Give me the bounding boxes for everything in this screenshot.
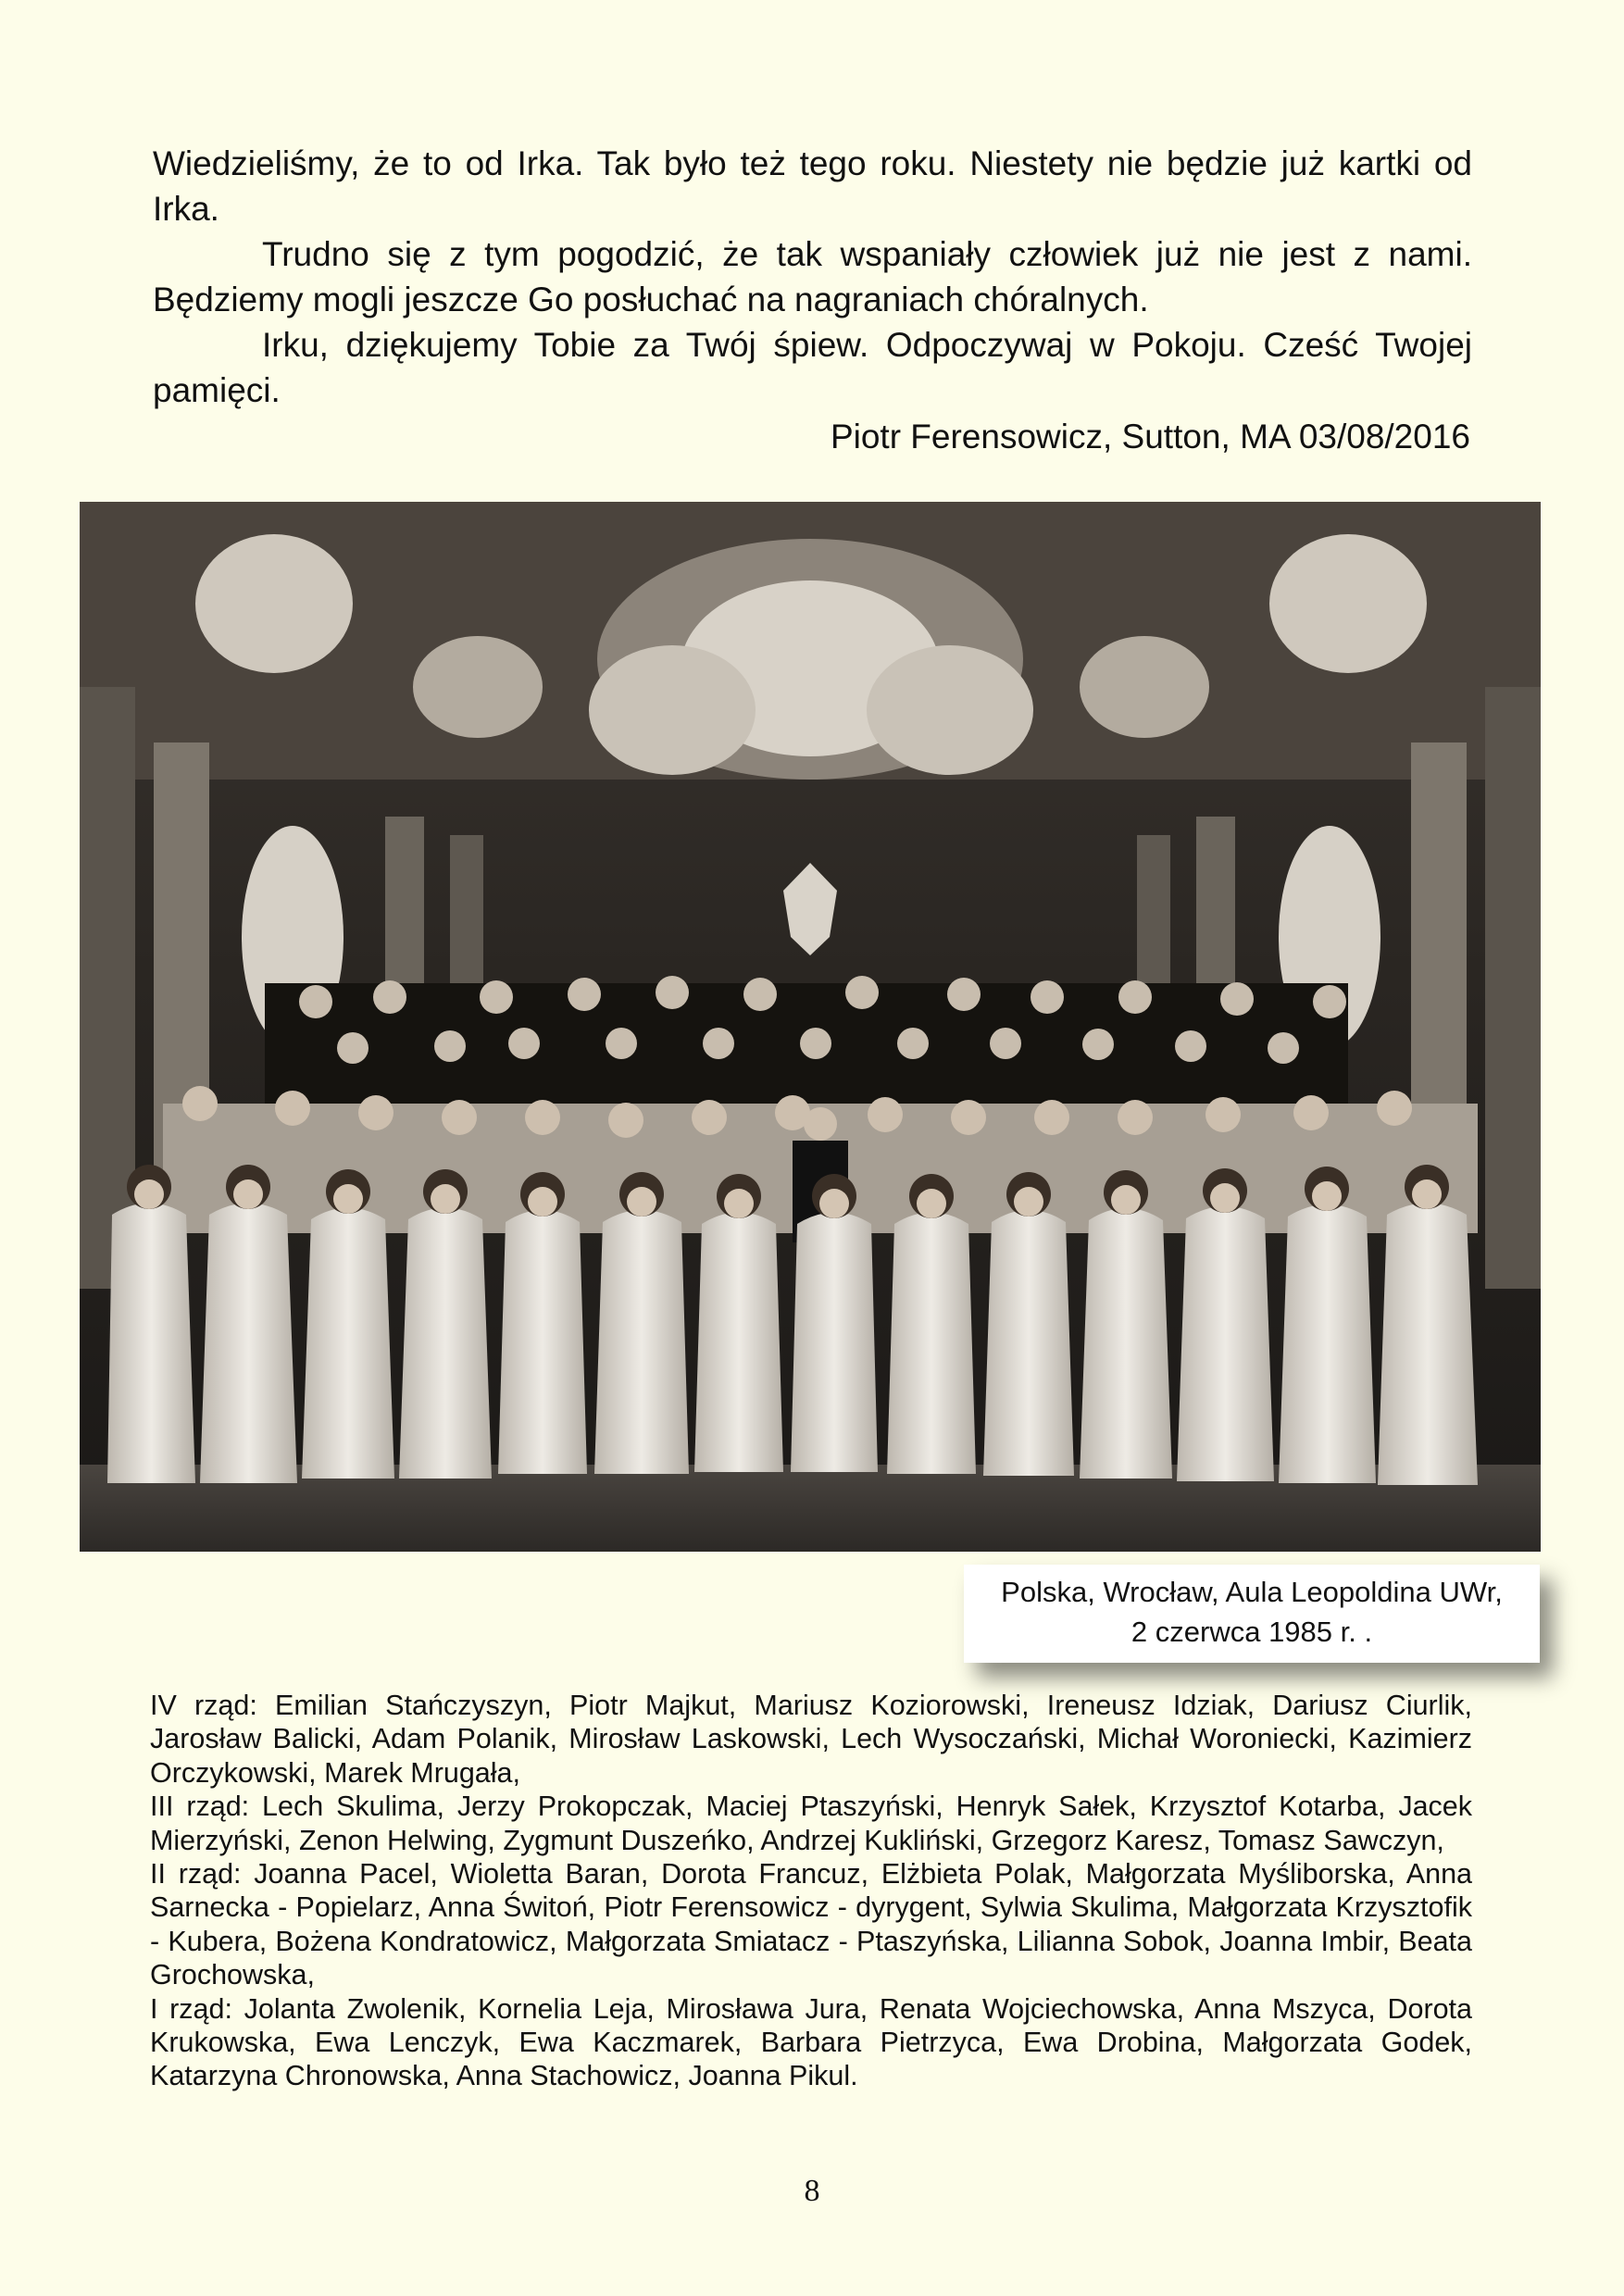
row-3-names: III rząd: Lech Skulima, Jerzy Prokopczak, Maciej Ptaszyński, Henryk Sałek, Krzysztof Kotarba, Jacek Mierzyński, Zenon Helwing, Zygmunt Duszeńko, Andrzej Kukliński, Grzegorz Karesz, Tomasz Sawczyn, <box>150 1791 1472 1856</box>
choir-photo-illustration <box>80 502 1541 1552</box>
photo-caption <box>964 1565 1540 1663</box>
paragraph-3: Irku, dziękujemy Tobie za Twój śpiew. Odpoczywaj w Pokoju. Cześć Twojej pamięci. <box>153 326 1472 409</box>
signature: Piotr Ferensowicz, Sutton, MA 03/08/2016 <box>830 418 1470 455</box>
row-1-names: I rząd: Jolanta Zwolenik, Kornelia Leja, Mirosława Jura, Renata Wojciechowska, Anna Mszyca, Dorota Krukowska, Ewa Lenczyk, Ewa Kaczmarek, Barbara Pietrzyca, Ewa Drobina, Małgorzata Godek, Katarzyna Chronowska, Anna Stachowicz, Joanna Pikul. <box>150 1992 1472 2092</box>
row-4-names: IV rząd: Emilian Stańczyszyn, Piotr Majkut, Mariusz Koziorowski, Ireneusz Idziak, Dariusz Ciurlik, Jarosław Balicki, Adam Polanik, Mirosław Laskowski, Lech Wysoczański, Michał Woroniecki, Kazimierz Orczykowski, Marek Mrugała, <box>150 1690 1472 1789</box>
paragraph-2: Trudno się z tym pogodzić, że tak wspaniały człowiek już nie jest z nami. Będziemy mogli jeszcze Go posłuchać na nagraniach chóralnych. <box>153 235 1472 318</box>
choir-member-list <box>150 1689 1472 2093</box>
memorial-text <box>153 141 1472 413</box>
row-2-names: II rząd: Joanna Pacel, Wioletta Baran, Dorota Francuz, Elżbieta Polak, Małgorzata Myśliborska, Anna Sarnecka - Popielarz, Anna Świtoń, Piotr Ferensowicz - dyrygent, Sylwia Skulima, Małgorzata Krzysztofik - Kubera, Bożena Kondratowicz, Małgorzata Smiatacz - Ptaszyńska, Lilianna Sobok, Joanna Imbir, Beata Grochowska, <box>150 1858 1472 1991</box>
page-number: 8 <box>804 2174 820 2208</box>
choir-photograph <box>80 502 1541 1552</box>
caption-line-1: Polska, Wrocław, Aula Leopoldina UWr, <box>1001 1576 1503 1608</box>
caption-line-2: 2 czerwca 1985 r. . <box>1131 1616 1373 1648</box>
paragraph-1: Wiedzieliśmy, że to od Irka. Tak było też tego roku. Niestety nie będzie już kartki od Irka. <box>153 144 1472 228</box>
